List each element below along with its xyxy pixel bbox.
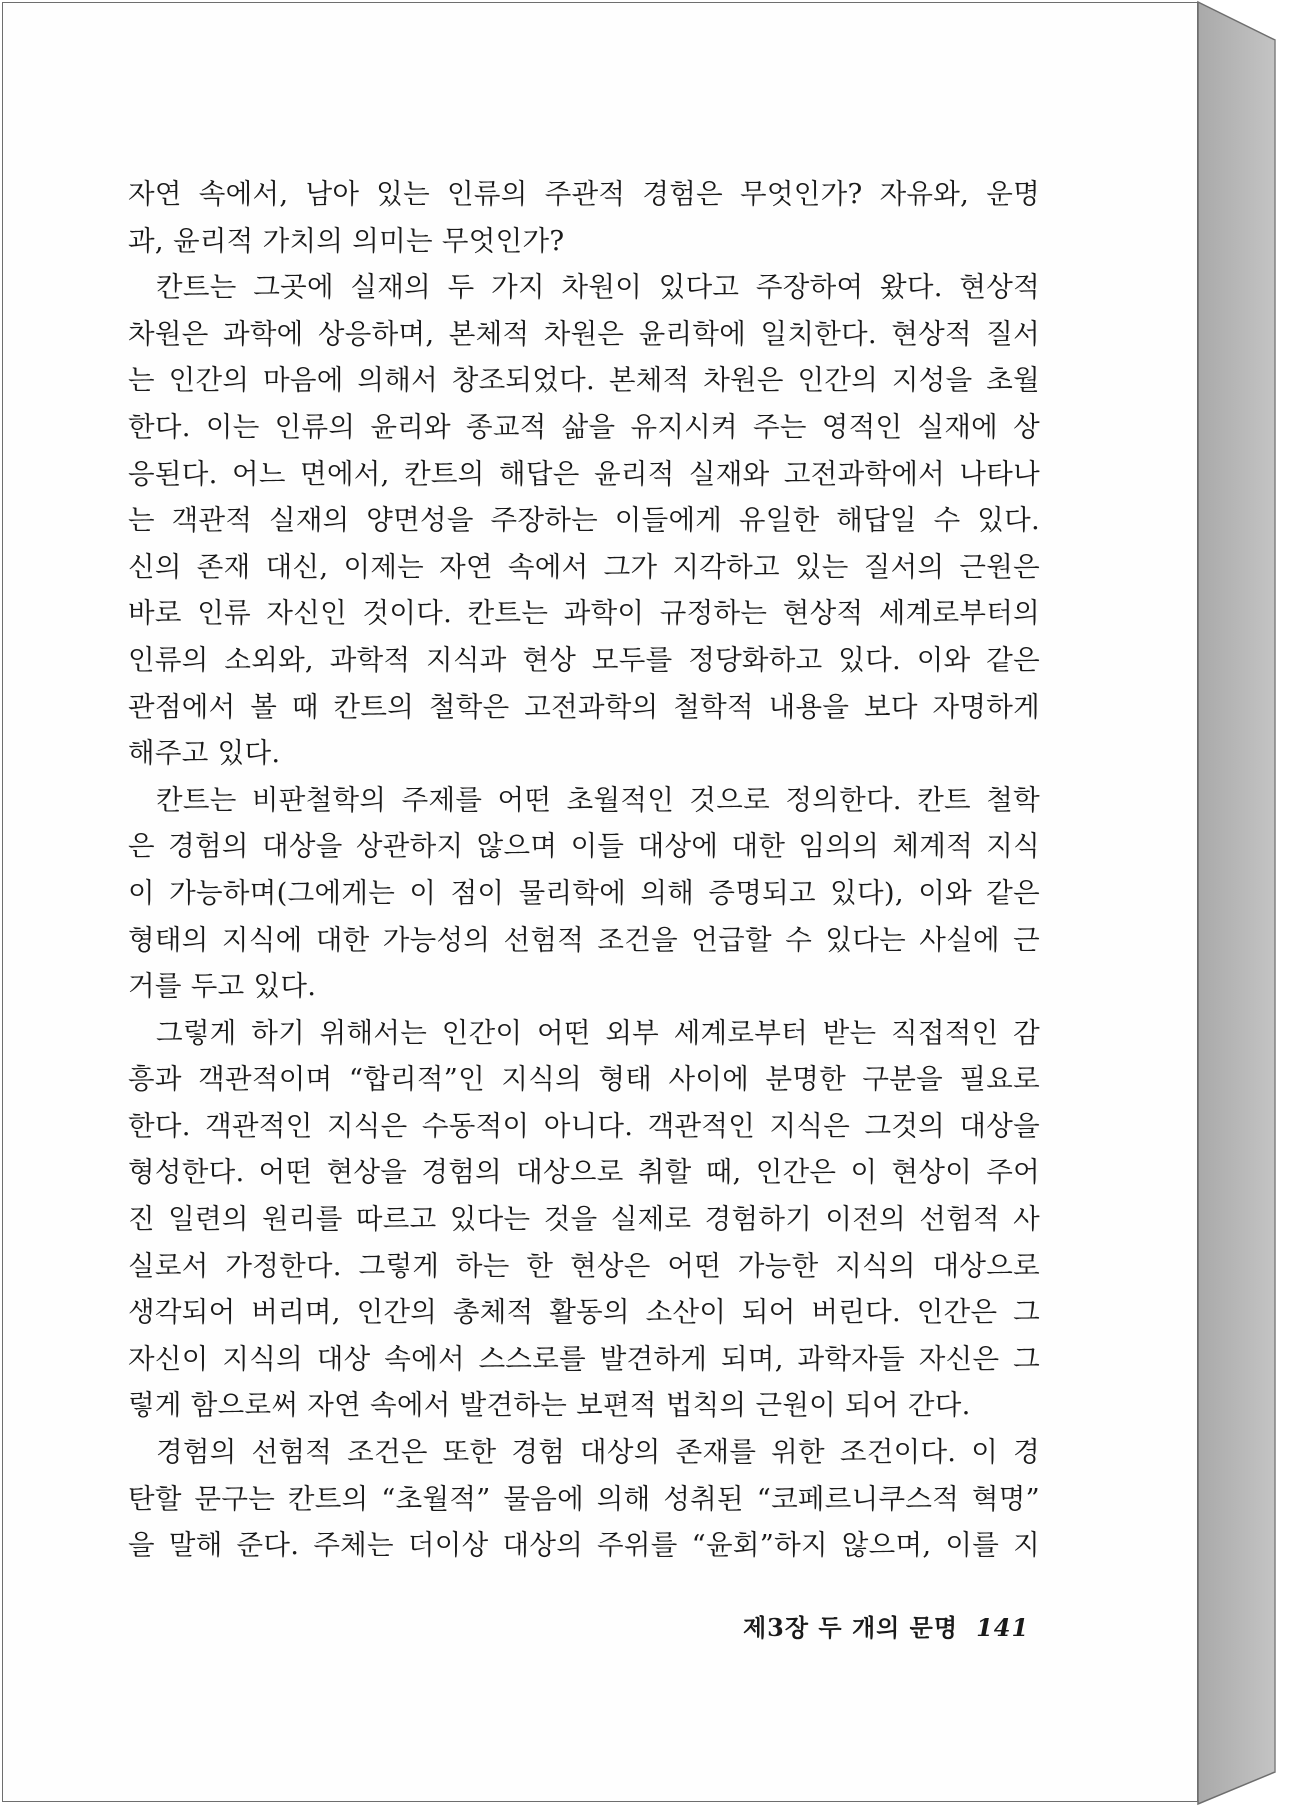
text-line: 신의 존재 대신, 이제는 자연 속에서 그가 지각하고 있는 질서의 근원은 — [128, 550, 1040, 583]
text-line: 칸트는 그곳에 실재의 두 가지 차원이 있다고 주장하여 왔다. 현상적 — [156, 271, 1040, 304]
text-line: 과, 윤리적 가치의 의미는 무엇인가? — [128, 224, 565, 257]
text-line: 해주고 있다. — [128, 737, 281, 770]
text-line: 거를 두고 있다. — [128, 970, 317, 1003]
text-line: 한다. 객관적인 지식은 수동적이 아니다. 객관적인 지식은 그것의 대상을 — [128, 1109, 1040, 1142]
text-line: 바로 인류 자신인 것이다. 칸트는 과학이 규정하는 현상적 세계로부터의 — [128, 597, 1040, 630]
text-line: 흥과 객관적이며 “합리적”인 지식의 형태 사이에 분명한 구분을 필요로 — [128, 1063, 1040, 1096]
text-line: 한다. 이는 인류의 윤리와 종교적 삶을 유지시켜 주는 영적인 실재에 상 — [128, 410, 1040, 443]
text-line: 는 인간의 마음에 의해서 창조되었다. 본체적 차원은 인간의 지성을 초월 — [128, 364, 1040, 397]
text-line: 관점에서 볼 때 칸트의 철학은 고전과학의 철학적 내용을 보다 자명하게 — [128, 690, 1040, 723]
text-line: 형성한다. 어떤 현상을 경험의 대상으로 취할 때, 인간은 이 현상이 주어 — [128, 1156, 1040, 1189]
text-line: 자신이 지식의 대상 속에서 스스로를 발견하게 되며, 과학자들 자신은 그 — [128, 1342, 1040, 1375]
text-line: 인류의 소외와, 과학적 지식과 현상 모두를 정당화하고 있다. 이와 같은 — [128, 643, 1040, 676]
page-number: 141 — [976, 1613, 1030, 1642]
chapter-title: 제3장 두 개의 문명 — [743, 1613, 959, 1642]
text-line: 탄할 문구는 칸트의 “초월적” 물음에 의해 성취된 “코페르니쿠스적 혁명” — [128, 1482, 1040, 1515]
text-line: 생각되어 버리며, 인간의 총체적 활동의 소산이 되어 버린다. 인간은 그 — [128, 1296, 1040, 1329]
text-line: 응된다. 어느 면에서, 칸트의 해답은 윤리적 실재와 고전과학에서 나타나 — [128, 457, 1040, 490]
text-line: 는 객관적 실재의 양면성을 주장하는 이들에게 유일한 해답일 수 있다. — [128, 504, 1040, 537]
text-line: 형태의 지식에 대한 가능성의 선험적 조건을 언급할 수 있다는 사실에 근 — [128, 923, 1040, 956]
text-line: 실로서 가정한다. 그렇게 하는 한 현상은 어떤 가능한 지식의 대상으로 — [128, 1249, 1040, 1282]
text-line: 경험의 선험적 조건은 또한 경험 대상의 존재를 위한 조건이다. 이 경 — [156, 1436, 1040, 1469]
text-line: 차원은 과학에 상응하며, 본체적 차원은 윤리학에 일치한다. 현상적 질서 — [128, 317, 1040, 350]
text-line: 진 일련의 원리를 따르고 있다는 것을 실제로 경험하기 이전의 선험적 사 — [128, 1203, 1040, 1236]
text-line: 은 경험의 대상을 상관하지 않으며 이들 대상에 대한 임의의 체계적 지식 — [128, 830, 1040, 863]
text-line: 렇게 함으로써 자연 속에서 발견하는 보편적 법칙의 근원이 되어 간다. — [128, 1389, 971, 1422]
text-line: 을 말해 준다. 주체는 더이상 대상의 주위를 “윤회”하지 않으며, 이를 지 — [128, 1529, 1040, 1562]
text-line: 칸트는 비판철학의 주제를 어떤 초월적인 것으로 정의한다. 칸트 철학 — [156, 783, 1040, 816]
text-line: 자연 속에서, 남아 있는 인류의 주관적 경험은 무엇인가? 자유와, 운명 — [128, 178, 1040, 210]
text-line: 그렇게 하기 위해서는 인간이 어떤 외부 세계로부터 받는 직접적인 감 — [156, 1016, 1040, 1049]
text-line: 이 가능하며(그에게는 이 점이 물리학에 의해 증명되고 있다), 이와 같은 — [128, 876, 1040, 909]
